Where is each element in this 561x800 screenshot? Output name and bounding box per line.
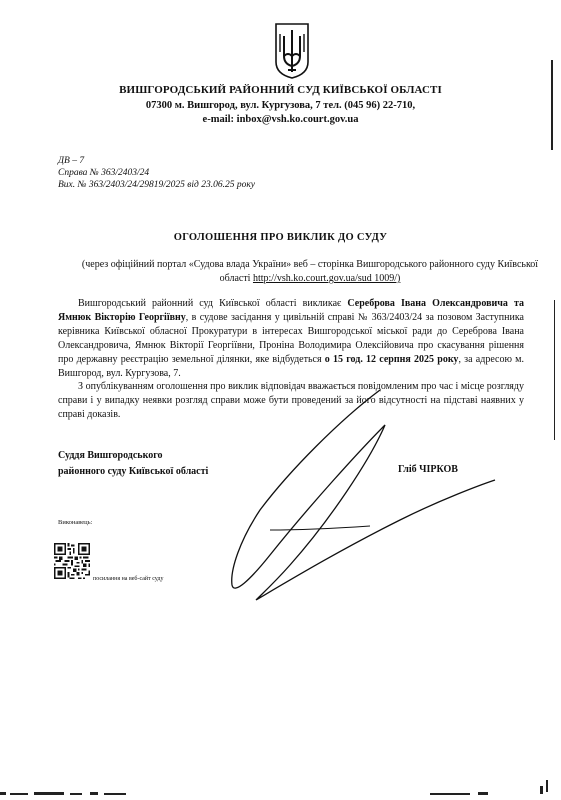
notice-title: ОГОЛОШЕННЯ ПРО ВИКЛИК ДО СУДУ — [173, 232, 388, 243]
p1-intro: Вишгородський районний суд Київської області викликає — [78, 298, 348, 309]
court-address: 07300 м. Вишгород, вул. Кургузова, 7 тел. (045 96) 22-710, — [145, 100, 416, 111]
notice-paragraph-summons — [58, 297, 524, 381]
executor-label: Виконавець: — [58, 519, 93, 526]
notice-subtitle — [80, 258, 540, 286]
outgoing-number: Вих. № 363/2403/24/29819/2025 від 23.06.25 року — [58, 180, 256, 190]
summoned-persons: Сереброва Івана Олександровича та Ямнюк Вікторію Георгіївну — [58, 298, 524, 323]
p1-case-details: , в судове засідання у цивільній справі № 363/2403/24 за позовом Заступника керівника Київської обласної Прокуратури в інтересах Вишгородської міської ради до Сереброва Івана Олександровича, Ямнюк Вікторії Георгіївни, Проніна Володимира Олексійовича про скасування рішення про державну реєстрацію земельної ділянки, яке відбудеться — [58, 312, 524, 365]
case-number: Справа № 363/2403/24 — [58, 168, 150, 178]
handwritten-signature — [170, 380, 500, 610]
qr-caption: посилання на веб-сайт суду — [93, 576, 164, 582]
subtitle-text: (через офіційний портал «Судова влада України» веб – сторінка Вишгородського районного суду Київської області — [81, 259, 539, 284]
court-name: ВИШГОРОДСЬКИЙ РАЙОННИЙ СУД КИЇВСЬКОЇ ОБЛАСТІ — [119, 84, 442, 96]
judge-position-line2: районного суду Київської області — [58, 466, 209, 477]
judge-position-line1: Суддя Вишгородського — [58, 450, 163, 461]
document-code: ДВ – 7 — [58, 156, 85, 166]
trident-emblem-icon — [272, 22, 312, 80]
judge-name: Гліб ЧІРКОВ — [398, 464, 458, 475]
hearing-date: о 15 год. 12 серпня 2025 року — [324, 354, 459, 365]
qr-code-icon[interactable] — [54, 543, 90, 579]
court-email: e-mail: inbox@vsh.ko.court.gov.ua — [202, 114, 359, 125]
court-website-link[interactable]: http://vsh.ko.court.gov.ua/sud 1009/) — [252, 273, 401, 284]
notice-paragraph-consequences: З опублікуванням оголошення про виклик відповідач вважається повідомленим про час і місце розгляду справи і у випадку неявки розгляд справи може бути проведений за його відсутності на підставі наявних у справі доказів. — [58, 381, 524, 420]
p1-address: , за адресою м. Вишгород, вул. Кургузова, 7. — [58, 354, 524, 379]
